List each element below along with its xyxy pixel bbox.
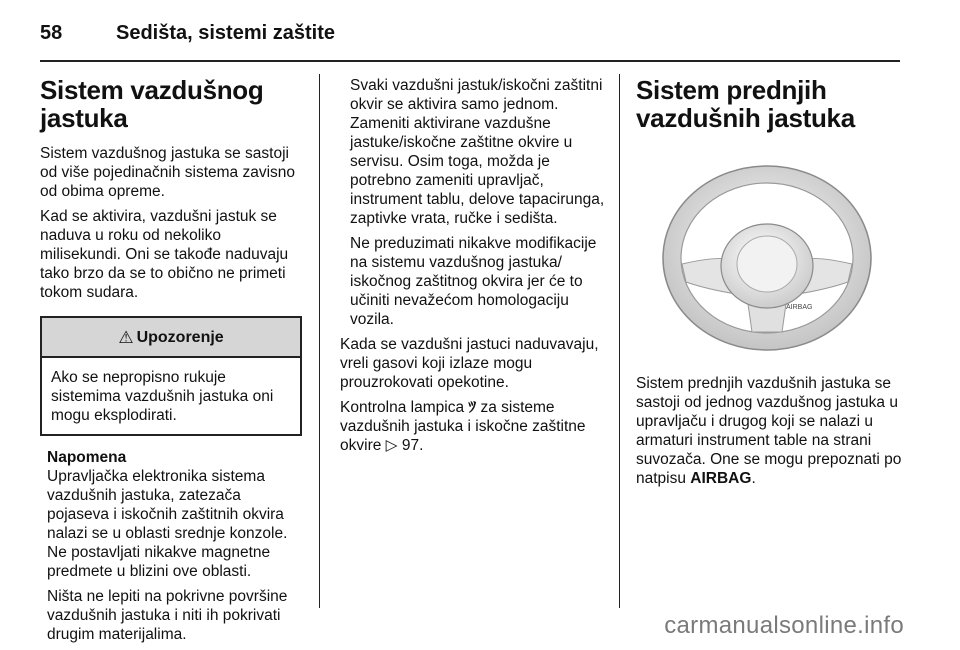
paragraph	[340, 398, 608, 455]
page-number: 58	[40, 22, 63, 44]
airbag-warning-lamp-icon: ﾂ	[468, 399, 477, 416]
warning-header	[42, 318, 300, 358]
paragraph-text: .	[751, 470, 756, 487]
warning-text: Ako se nepropisno rukuje sistemima vazdušnih jastuka oni mogu eksplodirati.	[51, 369, 274, 424]
column-left	[40, 76, 306, 650]
page-reference-arrow-icon: ▷	[385, 437, 398, 454]
column-divider	[319, 74, 320, 608]
column-right	[636, 76, 906, 494]
paragraph-text: Kontrolna lampica	[340, 399, 465, 416]
note-title: Napomena	[47, 449, 127, 466]
chapter-title: Sedišta, sistemi zaštite	[116, 22, 335, 44]
column-divider	[619, 74, 620, 608]
column-middle	[340, 76, 608, 461]
paragraph: Kad se aktivira, vazdušni jastuk se naduva u roku od nekoliko milisekundi. Oni se takođe naduvaju tako brzo da se to obično ne primeti tokom sudara.	[40, 208, 289, 301]
airbag-marking-text: AIRBAG	[690, 470, 752, 487]
paragraph-text: za sisteme vazdušnih jastuka i iskočne zaštitne okvire	[340, 399, 586, 454]
paragraph	[636, 374, 906, 488]
paragraph: Ne preduzimati nikakve modifikacije na sistemu vazdušnog jastuka/ iskočnog zaštitnog okvira jer će to učiniti nevažećom homologaciju vozila.	[350, 235, 597, 328]
page-header	[40, 22, 900, 52]
note-paragraph: Ništa ne lepiti na pokrivne površine vazdušnih jastuka i niti ih pokrivati drugim materijalima.	[47, 588, 288, 643]
warning-title: Upozorenje	[136, 328, 224, 346]
steering-wheel-illustration	[636, 154, 898, 359]
paragraph: Svaki vazdušni jastuk/iskočni zaštitni okvir se aktivira samo jednom. Zameniti aktivirane vazdušne jastuke/iskočne zaštitne okvire u servisu. Osim toga, možda je potrebno zameniti upravljač, instrument tablu, delove tapacirunga, zaptivke vrata, ručke i sedišta.	[350, 77, 605, 227]
page-reference-link[interactable]: 97.	[401, 437, 424, 454]
airbag-label: AIRBAG	[786, 304, 813, 311]
section-title: Sistem vazdušnog jastuka	[40, 75, 264, 133]
watermark: carmanualsonline.info	[664, 612, 904, 639]
paragraph: Sistem vazdušnog jastuka se sastoji od više pojedinačnih sistema zavisno od obima opreme.	[40, 145, 296, 200]
section-title: Sistem prednjih vazdušnih jastuka	[636, 75, 855, 133]
paragraph-text: Sistem prednjih vazdušnih jastuka se sastoji od jednog vazdušnog jastuka u upravljaču i drugog koji se nalazi u armaturi instrument table na strani suvozača. One se mogu prepoznati po natpisu	[636, 375, 902, 487]
warning-box	[40, 316, 302, 436]
note-paragraph: Upravljačka elektronika sistema vazdušnih jastuka, zatezača pojaseva i iskočnih zaštitnih okvira nalazi se u oblasti srednje konzole. Ne postavljati nikakve magnetne predmete u blizini ove oblasti.	[47, 468, 288, 580]
warning-triangle-icon: ⚠	[118, 327, 134, 347]
paragraph: Kada se vazdušni jastuci naduvavaju, vreli gasovi koji izlaze mogu prouzrokovati opekotine.	[340, 336, 599, 391]
header-rule	[40, 60, 900, 62]
